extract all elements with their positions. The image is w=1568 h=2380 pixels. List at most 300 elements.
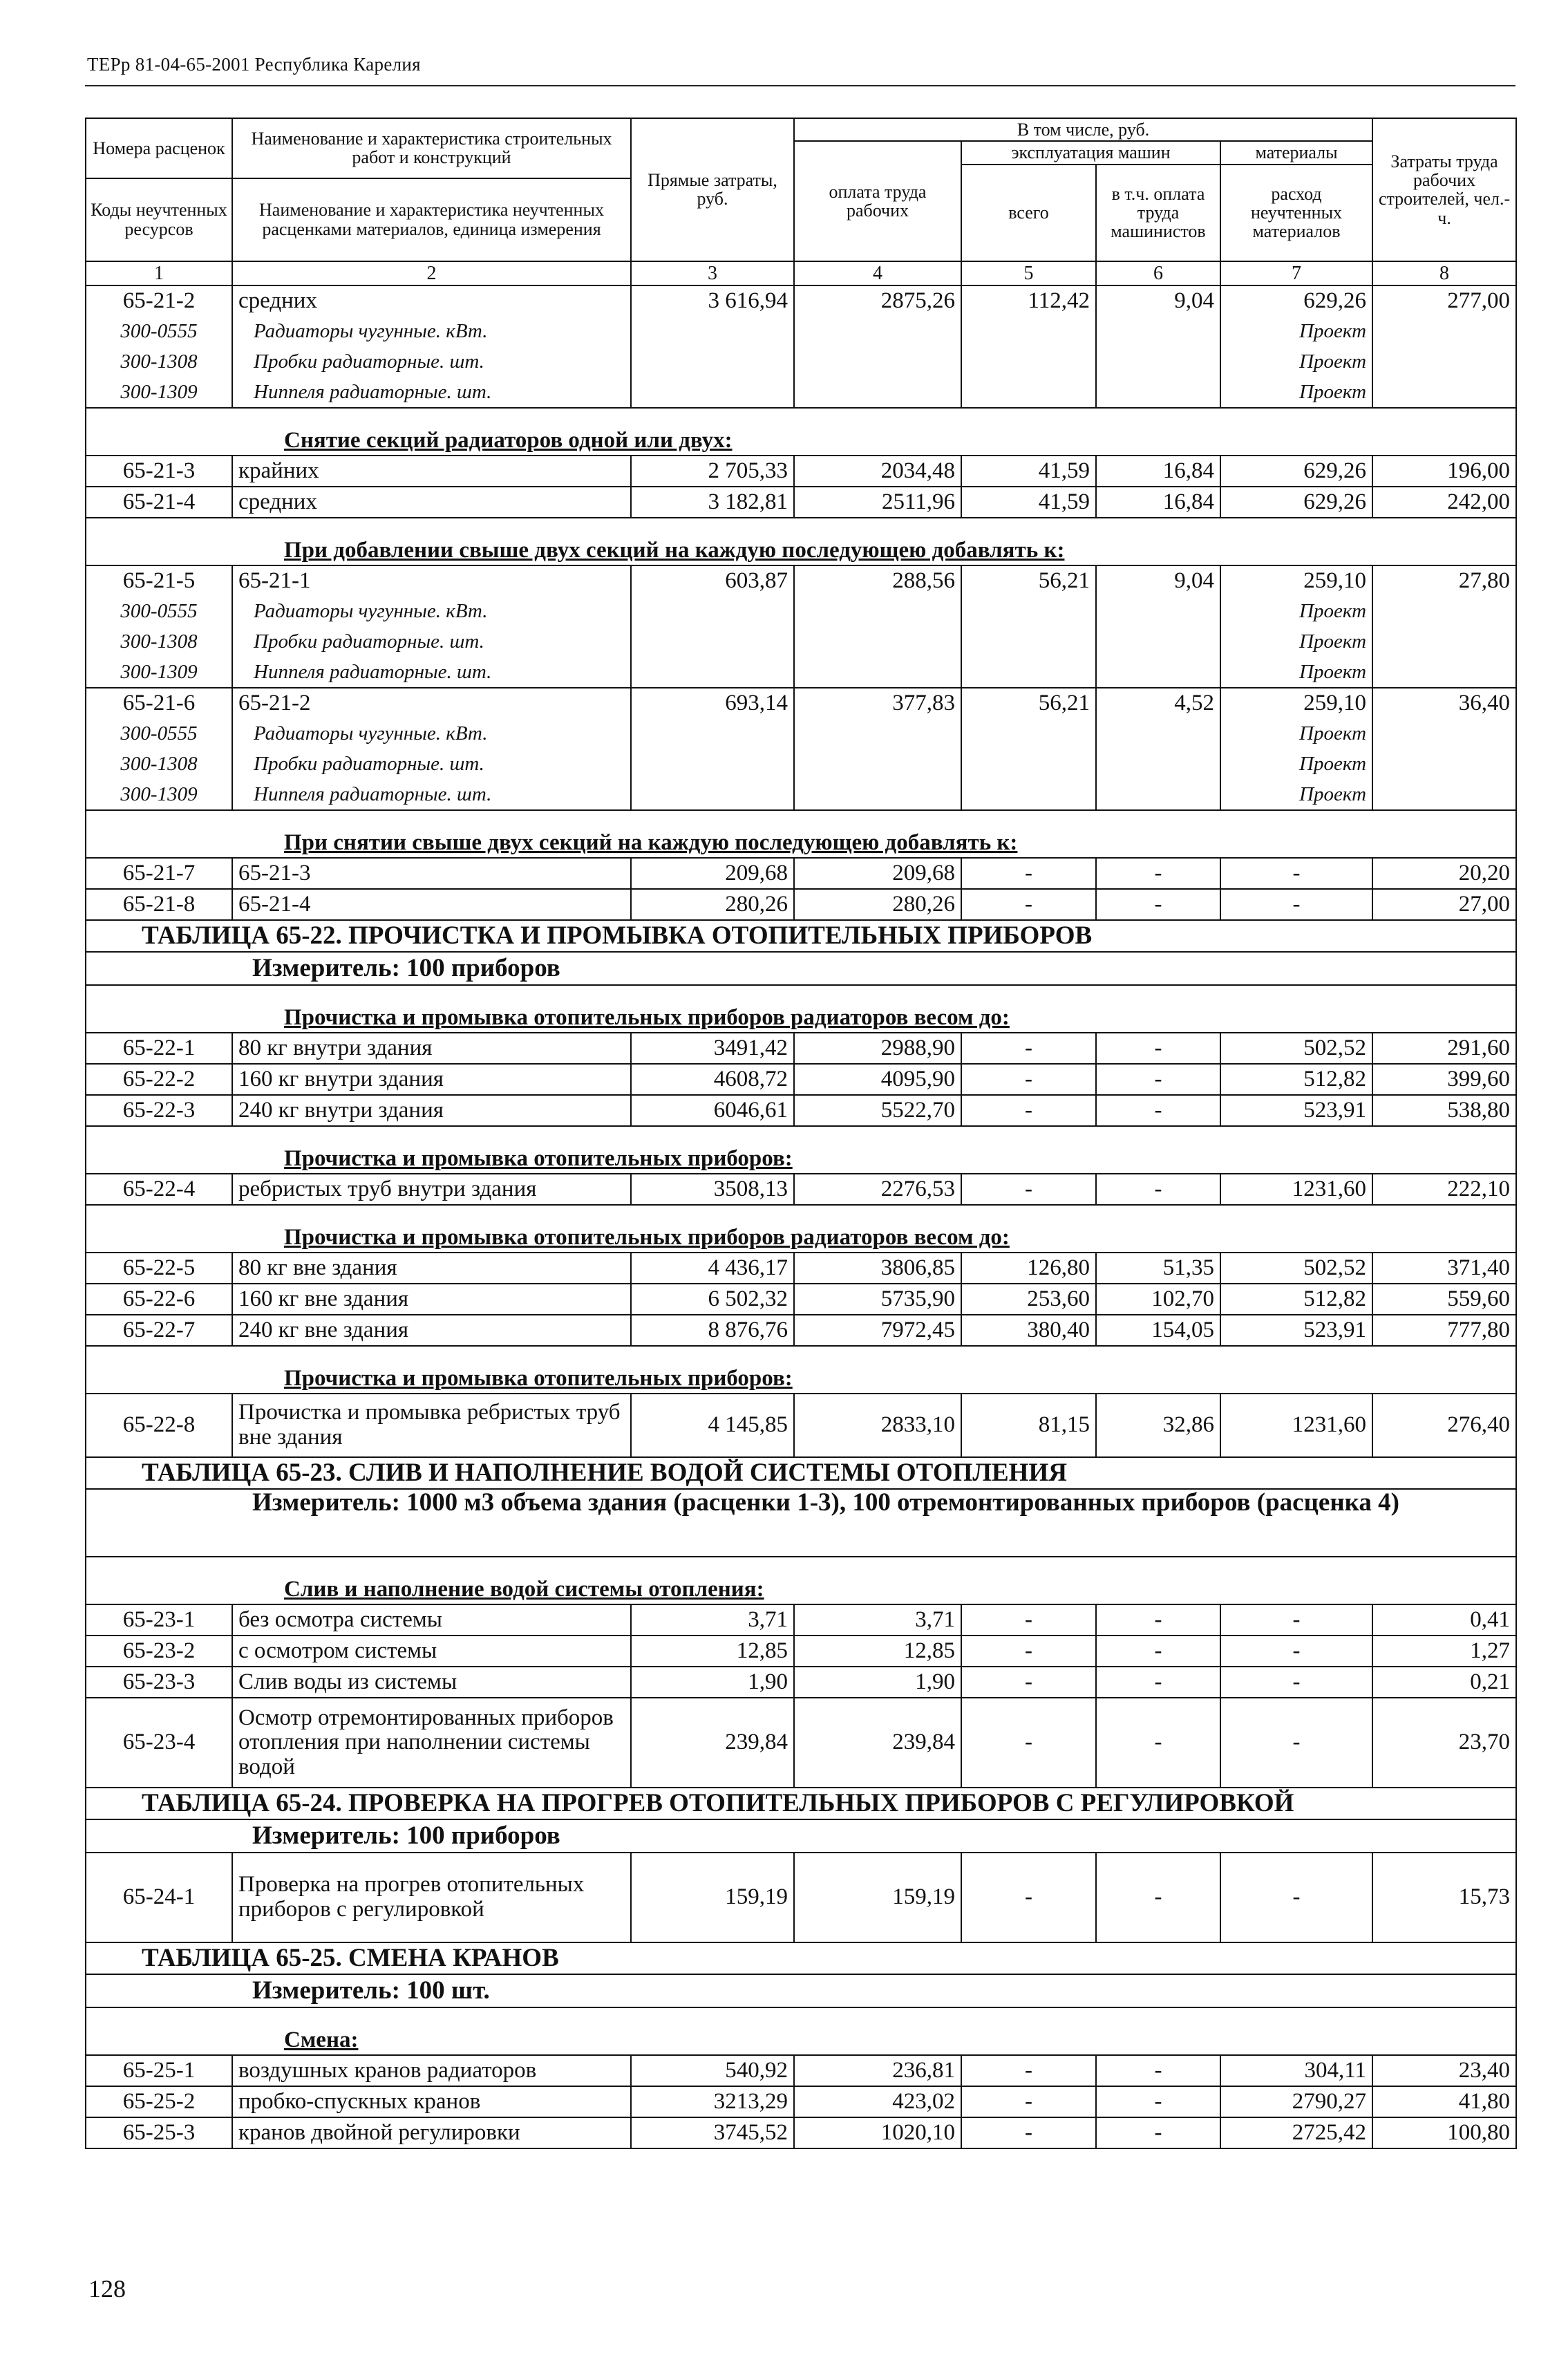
cell-labor: 2875,26	[794, 285, 961, 316]
cell-direct: 3508,13	[631, 1174, 794, 1205]
cell-mach-labor: -	[1096, 1604, 1220, 1636]
cell-name: Ниппеля радиаторные. шт.	[232, 657, 631, 688]
col-number: 1	[86, 261, 232, 285]
table-title	[86, 1457, 1516, 1489]
cell-labor: 423,02	[794, 2086, 961, 2117]
cell-hours: 277,00	[1372, 285, 1516, 316]
cell-direct	[631, 316, 794, 346]
cell-name: средних	[232, 487, 631, 518]
cell-mach: 56,21	[961, 565, 1096, 596]
cell-direct: 12,85	[631, 1636, 794, 1667]
cell-name: Прочистка и промывка ребристых труб вне здания	[232, 1394, 631, 1457]
cell-direct: 3213,29	[631, 2086, 794, 2117]
cell-code: 65-22-3	[86, 1095, 232, 1126]
cell-name: воздушных кранов радиаторов	[232, 2055, 631, 2086]
cell-direct	[631, 657, 794, 688]
cell-mat: 2725,42	[1220, 2117, 1372, 2148]
table-row	[86, 1033, 1516, 1064]
cell-labor	[794, 316, 961, 346]
cell-mach: -	[961, 1698, 1096, 1788]
cell-direct: 540,92	[631, 2055, 794, 2086]
cell-mach: -	[961, 1636, 1096, 1667]
table-measure	[86, 1489, 1516, 1557]
table-measure	[86, 1974, 1516, 2007]
cell-mach: -	[961, 1174, 1096, 1205]
cell-code: 300-0555	[86, 316, 232, 346]
table-row	[86, 2055, 1516, 2086]
table-title-text: ТАБЛИЦА 65-25. СМЕНА КРАНОВ	[142, 1943, 559, 1972]
cell-name: Радиаторы чугунные. кВт.	[232, 316, 631, 346]
cell-mach-labor: -	[1096, 858, 1220, 889]
cell-code: 65-21-5	[86, 565, 232, 596]
cell-name: Радиаторы чугунные. кВт.	[232, 596, 631, 626]
cell-hours	[1372, 377, 1516, 408]
cell-mach-labor	[1096, 626, 1220, 657]
table-row	[86, 1636, 1516, 1667]
section-subtitle	[86, 408, 1516, 456]
cell-direct: 4 145,85	[631, 1394, 794, 1457]
cell-code: 65-25-2	[86, 2086, 232, 2117]
cell-labor: 2511,96	[794, 487, 961, 518]
cell-direct	[631, 718, 794, 749]
cell-mach-labor: 9,04	[1096, 565, 1220, 596]
cell-name: Ниппеля радиаторные. шт.	[232, 377, 631, 408]
table-row	[86, 1394, 1516, 1457]
resource-row	[86, 377, 1516, 408]
cell-hours: 538,80	[1372, 1095, 1516, 1126]
cell-mach-labor: 16,84	[1096, 487, 1220, 518]
cell-hours: 23,70	[1372, 1698, 1516, 1788]
cell-direct	[631, 596, 794, 626]
cell-name: пробко-спускных кранов	[232, 2086, 631, 2117]
table-row	[86, 1064, 1516, 1095]
table-title	[86, 1788, 1516, 1819]
cell-labor: 5522,70	[794, 1095, 961, 1126]
cell-mach: 380,40	[961, 1315, 1096, 1346]
cell-mach-labor: -	[1096, 1064, 1220, 1095]
cell-labor: 12,85	[794, 1636, 961, 1667]
col-number: 6	[1096, 261, 1220, 285]
cell-code: 65-21-2	[86, 285, 232, 316]
cell-mat: 629,26	[1220, 487, 1372, 518]
cell-code: 300-1308	[86, 626, 232, 657]
table-row	[86, 285, 1516, 316]
cell-mach	[961, 316, 1096, 346]
cell-hours	[1372, 626, 1516, 657]
col-number: 2	[232, 261, 631, 285]
cell-mach	[961, 749, 1096, 779]
table-measure-text: Измеритель: 100 шт.	[252, 1976, 490, 2005]
col-number: 4	[794, 261, 961, 285]
cell-direct: 239,84	[631, 1698, 794, 1788]
cell-hours: 222,10	[1372, 1174, 1516, 1205]
cell-direct: 3,71	[631, 1604, 794, 1636]
cell-hours: 27,00	[1372, 889, 1516, 920]
resource-row	[86, 316, 1516, 346]
cell-name: кранов двойной регулировки	[232, 2117, 631, 2148]
cell-hours: 36,40	[1372, 688, 1516, 718]
cell-hours: 100,80	[1372, 2117, 1516, 2148]
cell-code: 300-1308	[86, 749, 232, 779]
header-materials: материалы	[1220, 141, 1372, 164]
header-including: В том числе, руб.	[794, 118, 1372, 141]
cell-hours	[1372, 718, 1516, 749]
cell-mach: -	[961, 1095, 1096, 1126]
cell-mat: -	[1220, 1604, 1372, 1636]
cell-labor	[794, 749, 961, 779]
cell-name: 160 кг внутри здания	[232, 1064, 631, 1095]
section-subtitle-text: Прочистка и промывка отопительных приборов:	[284, 1146, 793, 1172]
resource-row	[86, 718, 1516, 749]
cell-labor	[794, 779, 961, 810]
cell-labor	[794, 346, 961, 377]
section-subtitle	[86, 1346, 1516, 1394]
table-measure	[86, 952, 1516, 985]
cell-name: 65-21-1	[232, 565, 631, 596]
cell-labor: 280,26	[794, 889, 961, 920]
cell-mat: -	[1220, 1667, 1372, 1698]
cell-labor: 3806,85	[794, 1253, 961, 1284]
cell-labor: 1020,10	[794, 2117, 961, 2148]
table-row	[86, 1315, 1516, 1346]
cell-mat: 512,82	[1220, 1284, 1372, 1315]
cell-code: 65-22-5	[86, 1253, 232, 1284]
table-measure	[86, 1819, 1516, 1853]
section-subtitle-text: Слив и наполнение водой системы отопления:	[284, 1577, 764, 1602]
table-row	[86, 889, 1516, 920]
cell-mach-labor: -	[1096, 1095, 1220, 1126]
cell-name: 240 кг вне здания	[232, 1315, 631, 1346]
cell-name: 65-21-4	[232, 889, 631, 920]
cell-mach	[961, 718, 1096, 749]
cell-labor: 236,81	[794, 2055, 961, 2086]
col-number: 7	[1220, 261, 1372, 285]
cell-code: 65-21-8	[86, 889, 232, 920]
cell-mach: 253,60	[961, 1284, 1096, 1315]
cell-code: 65-22-6	[86, 1284, 232, 1315]
section-subtitle-text: Прочистка и промывка отопительных приборов радиаторов весом до:	[284, 1005, 1010, 1031]
page-header: ТЕРр 81-04-65-2001 Республика Карелия	[87, 54, 421, 75]
cell-name: крайних	[232, 456, 631, 487]
cell-hours: 777,80	[1372, 1315, 1516, 1346]
cell-mach-labor	[1096, 779, 1220, 810]
table-row	[86, 1284, 1516, 1315]
col-number: 3	[631, 261, 794, 285]
cell-direct	[631, 779, 794, 810]
cell-mat: 523,91	[1220, 1095, 1372, 1126]
cell-code: 65-21-3	[86, 456, 232, 487]
cell-mach-labor: -	[1096, 1636, 1220, 1667]
header-col1-top: Номера расценок	[86, 118, 232, 178]
section-subtitle-text: Снятие секций радиаторов одной или двух:	[284, 428, 733, 453]
header-machines: эксплуатация машин	[961, 141, 1220, 164]
cell-name: Осмотр отремонтированных приборов отопления при наполнении системы водой	[232, 1698, 631, 1788]
cell-mat: Проект	[1220, 718, 1372, 749]
cell-code: 65-21-7	[86, 858, 232, 889]
cell-name: Пробки радиаторные. шт.	[232, 749, 631, 779]
cell-direct: 4608,72	[631, 1064, 794, 1095]
cell-code: 65-22-8	[86, 1394, 232, 1457]
cell-hours: 0,21	[1372, 1667, 1516, 1698]
cell-mat: -	[1220, 858, 1372, 889]
cell-hours: 1,27	[1372, 1636, 1516, 1667]
cell-code: 65-24-1	[86, 1853, 232, 1942]
cell-mach-labor: -	[1096, 2055, 1220, 2086]
cell-mat: Проект	[1220, 749, 1372, 779]
cell-labor	[794, 377, 961, 408]
table-row	[86, 456, 1516, 487]
cell-mach	[961, 779, 1096, 810]
header-rule	[85, 85, 1515, 86]
cell-labor	[794, 626, 961, 657]
section-subtitle-text: Смена:	[284, 2027, 359, 2053]
cell-name: Слив воды из системы	[232, 1667, 631, 1698]
cell-direct: 6 502,32	[631, 1284, 794, 1315]
table-title	[86, 1942, 1516, 1974]
cell-hours: 371,40	[1372, 1253, 1516, 1284]
cell-mach-labor: -	[1096, 1033, 1220, 1064]
table-row	[86, 1253, 1516, 1284]
cell-direct: 280,26	[631, 889, 794, 920]
cell-name: Проверка на прогрев отопительных приборов с регулировкой	[232, 1853, 631, 1942]
header-col2-top: Наименование и характеристика строительных работ и конструкций	[232, 118, 631, 178]
cell-mat: 304,11	[1220, 2055, 1372, 2086]
cell-direct: 1,90	[631, 1667, 794, 1698]
cell-mat: -	[1220, 1853, 1372, 1942]
cell-labor: 4095,90	[794, 1064, 961, 1095]
table-row	[86, 487, 1516, 518]
section-subtitle	[86, 1557, 1516, 1604]
cell-name: 80 кг внутри здания	[232, 1033, 631, 1064]
cell-mach-labor: -	[1096, 1853, 1220, 1942]
section-subtitle-text: Прочистка и промывка отопительных приборов:	[284, 1366, 793, 1392]
cell-mach-labor: -	[1096, 1667, 1220, 1698]
cell-mach: -	[961, 1604, 1096, 1636]
cell-code: 65-25-3	[86, 2117, 232, 2148]
cell-hours	[1372, 346, 1516, 377]
cell-name: 240 кг внутри здания	[232, 1095, 631, 1126]
cell-direct	[631, 346, 794, 377]
cell-hours: 23,40	[1372, 2055, 1516, 2086]
table-measure-text: Измеритель: 100 приборов	[252, 1821, 560, 1850]
cell-mach-labor	[1096, 346, 1220, 377]
cell-direct	[631, 377, 794, 408]
cell-labor: 2034,48	[794, 456, 961, 487]
section-subtitle	[86, 1205, 1516, 1253]
section-subtitle	[86, 518, 1516, 565]
resource-row	[86, 626, 1516, 657]
cell-direct: 8 876,76	[631, 1315, 794, 1346]
cell-mat: -	[1220, 1636, 1372, 1667]
cell-name: с осмотром системы	[232, 1636, 631, 1667]
cell-code: 65-22-4	[86, 1174, 232, 1205]
cell-hours	[1372, 749, 1516, 779]
table-header	[86, 118, 1516, 285]
cell-mat: Проект	[1220, 316, 1372, 346]
cell-mat: 259,10	[1220, 565, 1372, 596]
header-unaccounted-materials: расход неучтенных материалов	[1220, 165, 1372, 261]
cell-hours: 291,60	[1372, 1033, 1516, 1064]
rates-table	[85, 118, 1517, 2149]
cell-labor	[794, 718, 961, 749]
cell-mach-labor	[1096, 377, 1220, 408]
cell-mach-labor: -	[1096, 2086, 1220, 2117]
table-row	[86, 2086, 1516, 2117]
cell-mach	[961, 377, 1096, 408]
cell-mat: 629,26	[1220, 285, 1372, 316]
cell-labor: 3,71	[794, 1604, 961, 1636]
cell-name: Радиаторы чугунные. кВт.	[232, 718, 631, 749]
cell-code: 300-1309	[86, 779, 232, 810]
cell-direct	[631, 626, 794, 657]
resource-row	[86, 346, 1516, 377]
table-title	[86, 920, 1516, 952]
cell-mat: 502,52	[1220, 1033, 1372, 1064]
cell-mach-labor: 16,84	[1096, 456, 1220, 487]
cell-labor: 1,90	[794, 1667, 961, 1698]
resource-row	[86, 749, 1516, 779]
cell-mach-labor: -	[1096, 1698, 1220, 1788]
table-row	[86, 1174, 1516, 1205]
cell-mach-labor	[1096, 749, 1220, 779]
table-row	[86, 1604, 1516, 1636]
resource-row	[86, 596, 1516, 626]
col-number: 5	[961, 261, 1096, 285]
cell-name: Ниппеля радиаторные. шт.	[232, 779, 631, 810]
cell-code: 300-0555	[86, 718, 232, 749]
cell-mach: 112,42	[961, 285, 1096, 316]
cell-hours: 399,60	[1372, 1064, 1516, 1095]
cell-mach-labor: 154,05	[1096, 1315, 1220, 1346]
section-subtitle	[86, 2007, 1516, 2055]
cell-code: 65-23-2	[86, 1636, 232, 1667]
col-number: 8	[1372, 261, 1516, 285]
cell-code: 65-21-4	[86, 487, 232, 518]
cell-mach-labor: 4,52	[1096, 688, 1220, 718]
cell-name: 65-21-3	[232, 858, 631, 889]
cell-mat: 1231,60	[1220, 1174, 1372, 1205]
cell-mat: 259,10	[1220, 688, 1372, 718]
cell-name: 160 кг вне здания	[232, 1284, 631, 1315]
cell-mach	[961, 596, 1096, 626]
cell-mach: -	[961, 1064, 1096, 1095]
cell-direct: 209,68	[631, 858, 794, 889]
cell-labor: 239,84	[794, 1698, 961, 1788]
cell-mach-labor	[1096, 596, 1220, 626]
cell-labor	[794, 657, 961, 688]
cell-mat: 502,52	[1220, 1253, 1372, 1284]
cell-code: 65-21-6	[86, 688, 232, 718]
cell-mat: 1231,60	[1220, 1394, 1372, 1457]
table-row	[86, 1095, 1516, 1126]
table-row	[86, 2117, 1516, 2148]
table-title-text: ТАБЛИЦА 65-23. СЛИВ И НАПОЛНЕНИЕ ВОДОЙ СИСТЕМЫ ОТОПЛЕНИЯ	[142, 1458, 1067, 1487]
cell-hours	[1372, 657, 1516, 688]
cell-labor: 2833,10	[794, 1394, 961, 1457]
section-subtitle	[86, 985, 1516, 1033]
cell-name: Пробки радиаторные. шт.	[232, 346, 631, 377]
cell-direct	[631, 749, 794, 779]
cell-labor: 159,19	[794, 1853, 961, 1942]
cell-mach-labor: -	[1096, 1174, 1220, 1205]
cell-mat: Проект	[1220, 779, 1372, 810]
cell-code: 300-1309	[86, 377, 232, 408]
cell-name: без осмотра системы	[232, 1604, 631, 1636]
table-row	[86, 1698, 1516, 1788]
table-body	[86, 285, 1516, 2148]
page-number: 128	[88, 2275, 126, 2303]
cell-mach	[961, 657, 1096, 688]
cell-name: ребристых труб внутри здания	[232, 1174, 631, 1205]
header-direct-costs: Прямые затраты, руб.	[631, 118, 794, 261]
cell-mat: 629,26	[1220, 456, 1372, 487]
cell-hours	[1372, 596, 1516, 626]
cell-mach-labor: 9,04	[1096, 285, 1220, 316]
cell-direct: 3 616,94	[631, 285, 794, 316]
cell-mat: Проект	[1220, 596, 1372, 626]
cell-code: 300-0555	[86, 596, 232, 626]
table-row	[86, 565, 1516, 596]
cell-code: 65-25-1	[86, 2055, 232, 2086]
cell-code: 65-22-7	[86, 1315, 232, 1346]
resource-row	[86, 657, 1516, 688]
cell-mach: -	[961, 2086, 1096, 2117]
cell-labor: 2276,53	[794, 1174, 961, 1205]
header-labor-hours: Затраты труда рабочих строителей, чел.-ч.	[1372, 118, 1516, 261]
cell-hours: 242,00	[1372, 487, 1516, 518]
cell-direct: 603,87	[631, 565, 794, 596]
cell-direct: 2 705,33	[631, 456, 794, 487]
header-machines-total: всего	[961, 165, 1096, 261]
cell-hours: 276,40	[1372, 1394, 1516, 1457]
cell-hours: 559,60	[1372, 1284, 1516, 1315]
cell-labor: 288,56	[794, 565, 961, 596]
cell-mat: Проект	[1220, 626, 1372, 657]
cell-labor: 2988,90	[794, 1033, 961, 1064]
table-row	[86, 1667, 1516, 1698]
table-title-text: ТАБЛИЦА 65-24. ПРОВЕРКА НА ПРОГРЕВ ОТОПИТЕЛЬНЫХ ПРИБОРОВ С РЕГУЛИРОВКОЙ	[142, 1788, 1294, 1817]
cell-mach-labor: 32,86	[1096, 1394, 1220, 1457]
cell-direct: 4 436,17	[631, 1253, 794, 1284]
cell-mat: -	[1220, 1698, 1372, 1788]
cell-mat: 2790,27	[1220, 2086, 1372, 2117]
section-subtitle-text: При снятии свыше двух секций на каждую последующею добавлять к:	[284, 830, 1018, 856]
cell-labor	[794, 596, 961, 626]
resource-row	[86, 779, 1516, 810]
section-subtitle	[86, 1126, 1516, 1174]
cell-code: 300-1309	[86, 657, 232, 688]
cell-name: Пробки радиаторные. шт.	[232, 626, 631, 657]
cell-mach: 56,21	[961, 688, 1096, 718]
cell-name: 65-21-2	[232, 688, 631, 718]
cell-direct: 3491,42	[631, 1033, 794, 1064]
cell-mach: -	[961, 1667, 1096, 1698]
header-worker-pay: оплата труда рабочих	[794, 141, 961, 261]
cell-labor: 377,83	[794, 688, 961, 718]
cell-code: 65-23-1	[86, 1604, 232, 1636]
cell-mach: 81,15	[961, 1394, 1096, 1457]
cell-mach	[961, 626, 1096, 657]
cell-mach-labor	[1096, 718, 1220, 749]
cell-hours	[1372, 779, 1516, 810]
cell-mach: -	[961, 1033, 1096, 1064]
table-row	[86, 688, 1516, 718]
cell-code: 65-23-4	[86, 1698, 232, 1788]
cell-mat: Проект	[1220, 657, 1372, 688]
cell-mach-labor: 51,35	[1096, 1253, 1220, 1284]
cell-mach-labor	[1096, 657, 1220, 688]
cell-mat: -	[1220, 889, 1372, 920]
